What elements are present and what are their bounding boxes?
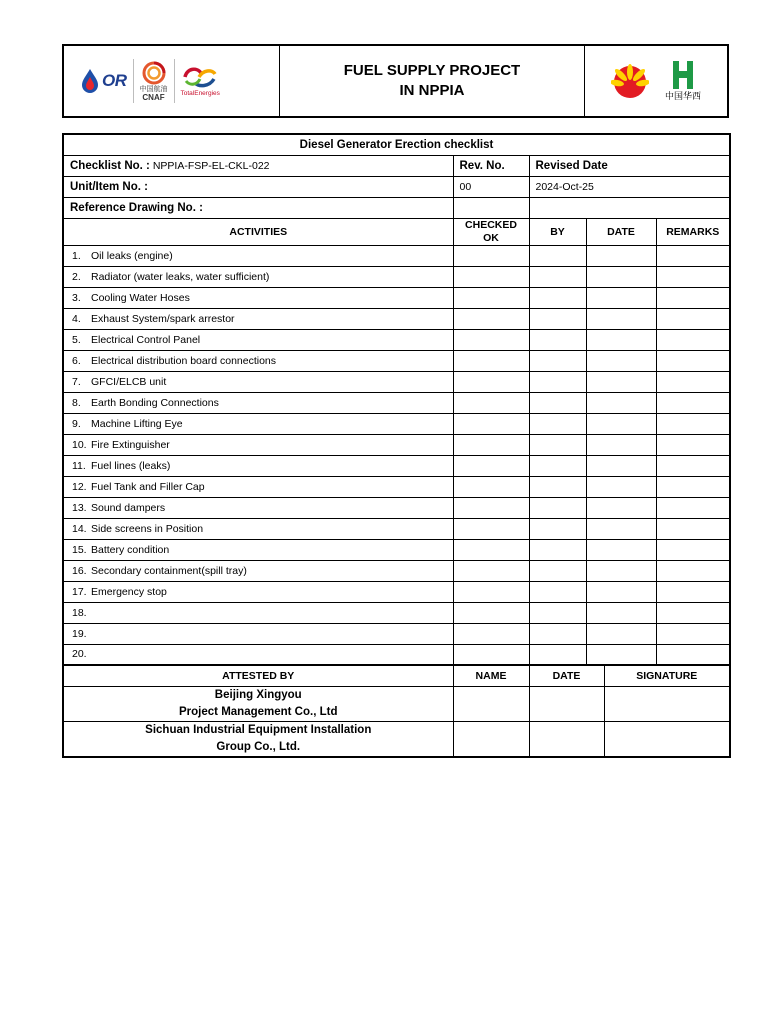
activity-cell — [63, 623, 453, 644]
activity-label: Emergency stop — [91, 585, 167, 598]
activity-row — [63, 455, 730, 476]
activity-row — [63, 308, 730, 329]
revised-date-value: 2024-Oct-25 — [529, 176, 730, 197]
company2-line2: Group Co., Ltd. — [216, 740, 301, 753]
activity-row — [63, 392, 730, 413]
date-field[interactable] — [586, 434, 656, 455]
attest-name-field[interactable] — [453, 721, 529, 757]
checked-ok-field[interactable] — [453, 392, 529, 413]
attest-company-row — [63, 721, 730, 757]
cnaf-logo — [140, 61, 168, 102]
checked-ok-field[interactable] — [453, 245, 529, 266]
activity-row — [63, 350, 730, 371]
client-logos — [585, 46, 727, 116]
activity-label: Oil leaks (engine) — [91, 249, 173, 262]
activity-cell — [63, 560, 453, 581]
activity-label: Battery condition — [91, 543, 170, 556]
checked-ok-field[interactable] — [453, 560, 529, 581]
activity-row — [63, 371, 730, 392]
activity-cell — [63, 392, 453, 413]
checked-ok-field[interactable] — [453, 308, 529, 329]
attest-company-cell — [63, 686, 453, 721]
company2-line1: Sichuan Industrial Equipment Installation — [145, 723, 372, 736]
checked-ok-field[interactable] — [453, 581, 529, 602]
by-field[interactable] — [529, 602, 586, 623]
remarks-field[interactable] — [656, 350, 730, 371]
remarks-field[interactable] — [656, 308, 730, 329]
activity-label: Sound dampers — [91, 501, 166, 514]
attest-name-header: NAME — [453, 665, 529, 686]
by-field[interactable] — [529, 266, 586, 287]
checked-ok-field[interactable] — [453, 518, 529, 539]
revised-date-label: Revised Date — [529, 155, 730, 176]
checked-ok-field[interactable] — [453, 350, 529, 371]
by-field[interactable] — [529, 350, 586, 371]
date-field[interactable] — [586, 560, 656, 581]
activity-row — [63, 539, 730, 560]
activity-number: 3. — [72, 291, 81, 304]
checked-header-line1: CHECKED — [465, 218, 517, 231]
attest-signature-field[interactable] — [604, 721, 730, 757]
activity-row — [63, 518, 730, 539]
date-field[interactable] — [586, 329, 656, 350]
remarks-field[interactable] — [656, 518, 730, 539]
activity-row — [63, 623, 730, 644]
activity-number: 11. — [72, 459, 86, 472]
activity-row — [63, 266, 730, 287]
activity-number: 16. — [72, 564, 87, 577]
activity-cell — [63, 434, 453, 455]
form-title: Diesel Generator Erection checklist — [63, 134, 730, 155]
remarks-field[interactable] — [656, 434, 730, 455]
date-field[interactable] — [586, 392, 656, 413]
activity-number: 10. — [72, 438, 87, 451]
activity-label: Secondary containment(spill tray) — [91, 564, 247, 577]
activity-row — [63, 434, 730, 455]
remarks-field[interactable] — [656, 392, 730, 413]
project-title — [280, 46, 585, 116]
rev-no-value: 00 — [453, 176, 529, 197]
activity-cell — [63, 371, 453, 392]
activity-label: Machine Lifting Eye — [91, 417, 183, 430]
remarks-field[interactable] — [656, 287, 730, 308]
by-field[interactable] — [529, 287, 586, 308]
checked-ok-field[interactable] — [453, 476, 529, 497]
by-field[interactable] — [529, 560, 586, 581]
activity-label: Earth Bonding Connections — [91, 396, 219, 409]
attest-company-row — [63, 686, 730, 721]
activity-cell — [63, 413, 453, 434]
cnaf-swirl-icon — [142, 61, 166, 85]
project-title-line1: FUEL SUPPLY PROJECT — [343, 62, 521, 79]
activity-row — [63, 497, 730, 518]
attest-header-row — [63, 665, 730, 686]
by-field[interactable] — [529, 623, 586, 644]
checked-ok-field[interactable] — [453, 644, 529, 665]
cnaf-chinese-name: 中国航油 — [139, 85, 168, 93]
logo-divider — [174, 59, 175, 103]
date-field[interactable] — [586, 539, 656, 560]
activities-header: ACTIVITIES — [63, 218, 453, 245]
form-title-row — [63, 134, 730, 155]
activities-header-row — [63, 218, 730, 245]
remarks-field[interactable] — [656, 560, 730, 581]
activity-cell — [63, 476, 453, 497]
activity-number: 15. — [72, 543, 87, 556]
by-field[interactable] — [529, 329, 586, 350]
activity-label: Exhaust System/spark arrestor — [91, 312, 235, 325]
checked-ok-field[interactable] — [453, 434, 529, 455]
date-field[interactable] — [586, 581, 656, 602]
checked-ok-field[interactable] — [453, 287, 529, 308]
huaxi-chinese-name: 中国华西 — [664, 91, 701, 101]
company1-line2: Project Management Co., Ltd — [179, 705, 338, 718]
remarks-field[interactable] — [656, 413, 730, 434]
date-field[interactable] — [586, 350, 656, 371]
by-field[interactable] — [529, 455, 586, 476]
activity-number: 1. — [72, 249, 81, 262]
or-logo — [80, 68, 127, 94]
or-drop-icon — [80, 68, 100, 94]
reference-drawing-row — [63, 197, 730, 218]
rev-no-label: Rev. No. — [453, 155, 529, 176]
activity-number: 8. — [72, 396, 81, 409]
activity-cell — [63, 539, 453, 560]
date-field[interactable] — [586, 371, 656, 392]
date-header: DATE — [586, 218, 656, 245]
activity-row — [63, 560, 730, 581]
remarks-field[interactable] — [656, 539, 730, 560]
huaxi-logo — [665, 60, 701, 102]
activity-row — [63, 329, 730, 350]
activity-cell — [63, 602, 453, 623]
activity-cell — [63, 497, 453, 518]
remarks-field[interactable] — [656, 476, 730, 497]
checked-ok-field[interactable] — [453, 413, 529, 434]
activity-label: Electrical Control Panel — [91, 333, 201, 346]
activity-number: 17. — [72, 585, 87, 598]
by-field[interactable] — [529, 245, 586, 266]
reference-drawing-value-cell — [453, 197, 529, 218]
activity-number: 6. — [72, 354, 81, 367]
remarks-field[interactable] — [656, 266, 730, 287]
activity-label: Side screens in Position — [91, 522, 204, 535]
checked-ok-field[interactable] — [453, 602, 529, 623]
activity-number: 14. — [72, 522, 87, 535]
activity-number: 20. — [72, 648, 87, 661]
remarks-header: REMARKS — [656, 218, 730, 245]
date-field[interactable] — [586, 266, 656, 287]
reference-drawing-label: Reference Drawing No. : — [63, 197, 453, 218]
checklist-no-label: Checklist No. : — [70, 159, 150, 172]
petrochina-logo-icon — [611, 63, 649, 99]
activity-row — [63, 644, 730, 665]
activity-row — [63, 245, 730, 266]
or-logo-text: OR — [102, 71, 127, 90]
checked-ok-field[interactable] — [453, 497, 529, 518]
attest-date-field[interactable] — [529, 721, 604, 757]
document-header — [62, 44, 729, 118]
attest-signature-header: SIGNATURE — [604, 665, 730, 686]
logo-divider — [133, 59, 134, 103]
checked-header-line2: OK — [483, 231, 499, 244]
totalenergies-logo — [181, 65, 220, 97]
activity-label: Fuel Tank and Filler Cap — [91, 480, 205, 493]
activity-number: 9. — [72, 417, 81, 430]
checklist-no-row — [63, 155, 730, 176]
activity-label: GFCI/ELCB unit — [91, 375, 167, 388]
totalenergies-name: TotalEnergies — [180, 90, 220, 97]
activity-cell — [63, 329, 453, 350]
unit-item-row — [63, 176, 730, 197]
activity-label: Fire Extinguisher — [91, 438, 170, 451]
checked-ok-field[interactable] — [453, 455, 529, 476]
remarks-field[interactable] — [656, 371, 730, 392]
by-field[interactable] — [529, 539, 586, 560]
activity-number: 5. — [72, 333, 81, 346]
by-header: BY — [529, 218, 586, 245]
by-field[interactable] — [529, 434, 586, 455]
activity-cell — [63, 581, 453, 602]
attest-company-cell — [63, 721, 453, 757]
activity-number: 12. — [72, 480, 87, 493]
checklist-no-cell — [63, 155, 453, 176]
checked-ok-field[interactable] — [453, 371, 529, 392]
date-field[interactable] — [586, 413, 656, 434]
by-field[interactable] — [529, 581, 586, 602]
by-field[interactable] — [529, 497, 586, 518]
activity-row — [63, 287, 730, 308]
activity-label: Cooling Water Hoses — [91, 291, 190, 304]
date-field[interactable] — [586, 308, 656, 329]
checklist-table — [62, 133, 731, 758]
activity-cell — [63, 644, 453, 665]
checked-ok-field[interactable] — [453, 266, 529, 287]
activity-number: 18. — [72, 606, 87, 619]
cnaf-english-name: CNAF — [142, 92, 165, 102]
attest-signature-field[interactable] — [604, 686, 730, 721]
activity-number: 19. — [72, 627, 87, 640]
activity-cell — [63, 308, 453, 329]
activity-label: Electrical distribution board connections — [91, 354, 277, 367]
partner-logos — [64, 46, 280, 116]
remarks-field[interactable] — [656, 329, 730, 350]
date-field[interactable] — [586, 497, 656, 518]
date-field[interactable] — [586, 623, 656, 644]
attest-date-header: DATE — [529, 665, 604, 686]
activity-row — [63, 476, 730, 497]
company1-line1: Beijing Xingyou — [214, 688, 302, 701]
huaxi-h-icon — [670, 60, 696, 90]
activity-row — [63, 602, 730, 623]
attest-name-field[interactable] — [453, 686, 529, 721]
by-field[interactable] — [529, 308, 586, 329]
activity-number: 4. — [72, 312, 81, 325]
date-field[interactable] — [586, 518, 656, 539]
checklist-no-value: NPPIA-FSP-EL-CKL-022 — [152, 159, 270, 172]
by-field[interactable] — [529, 476, 586, 497]
by-field[interactable] — [529, 518, 586, 539]
date-field[interactable] — [586, 455, 656, 476]
activity-cell — [63, 245, 453, 266]
activity-row — [63, 581, 730, 602]
remarks-field[interactable] — [656, 245, 730, 266]
remarks-field[interactable] — [656, 497, 730, 518]
date-field[interactable] — [586, 476, 656, 497]
checked-ok-field[interactable] — [453, 329, 529, 350]
date-field[interactable] — [586, 287, 656, 308]
activity-number: 7. — [72, 375, 81, 388]
remarks-field[interactable] — [656, 455, 730, 476]
date-field[interactable] — [586, 602, 656, 623]
by-field[interactable] — [529, 371, 586, 392]
checked-ok-header — [453, 218, 529, 245]
remarks-field[interactable] — [656, 581, 730, 602]
activity-row — [63, 413, 730, 434]
activity-cell — [63, 518, 453, 539]
remarks-field[interactable] — [656, 602, 730, 623]
unit-item-label: Unit/Item No. : — [63, 176, 453, 197]
activity-cell — [63, 350, 453, 371]
project-title-line2: IN NPPIA — [399, 82, 465, 99]
by-field[interactable] — [529, 392, 586, 413]
checked-ok-field[interactable] — [453, 623, 529, 644]
remarks-field[interactable] — [656, 644, 730, 665]
attested-by-header: ATTESTED BY — [63, 665, 453, 686]
attest-date-field[interactable] — [529, 686, 604, 721]
remarks-field[interactable] — [656, 623, 730, 644]
date-field[interactable] — [586, 245, 656, 266]
date-field[interactable] — [586, 644, 656, 665]
checked-ok-field[interactable] — [453, 539, 529, 560]
activity-cell — [63, 287, 453, 308]
activity-label: Radiator (water leaks, water sufficient) — [91, 270, 270, 283]
by-field[interactable] — [529, 644, 586, 665]
reference-drawing-extra-cell — [529, 197, 730, 218]
activity-number: 2. — [72, 270, 81, 283]
activity-number: 13. — [72, 501, 87, 514]
activity-cell — [63, 266, 453, 287]
activity-cell — [63, 455, 453, 476]
by-field[interactable] — [529, 413, 586, 434]
activity-label: Fuel lines (leaks) — [91, 459, 171, 472]
totalenergies-swirl-icon — [181, 65, 219, 89]
